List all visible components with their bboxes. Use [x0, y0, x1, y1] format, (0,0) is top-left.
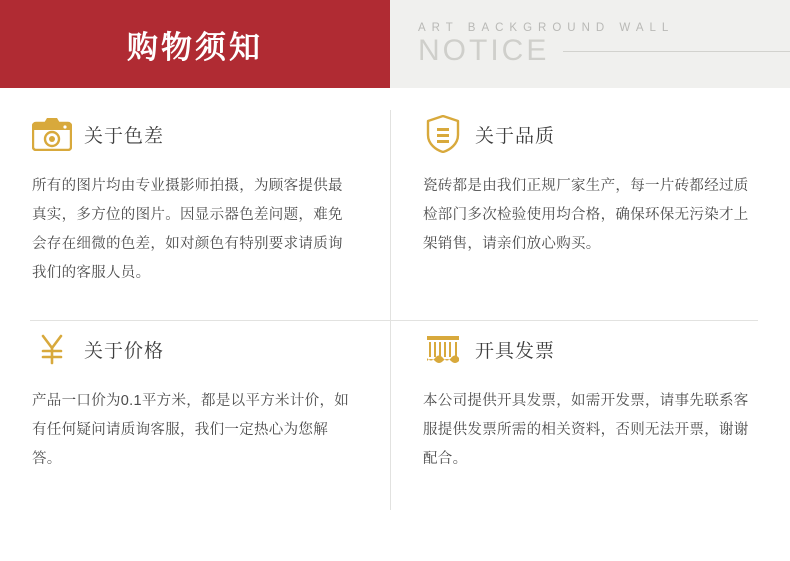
page-title: 购物须知: [127, 29, 263, 65]
notice-item-invoice: [395, 303, 790, 484]
header-subtitle-block: [390, 0, 790, 88]
page-header: [0, 0, 790, 88]
notice-item-body: 瓷砖都是由我们正规厂家生产，每一片砖都经过质检部门多次检验使用均合格，确保环保无污染才上架销售，请亲们放心购买。: [423, 178, 749, 252]
notice-item-header: [423, 114, 754, 154]
shield-quality-icon: [423, 114, 463, 154]
header-subtitle-en: ART BACKGROUND WALL: [418, 22, 675, 34]
camera-icon: [32, 114, 72, 154]
header-divider-line: [563, 51, 790, 52]
notice-item-title: 关于品质: [475, 125, 556, 147]
invoice-icon: [423, 329, 463, 369]
notice-item-body: 所有的图片均由专业摄影师拍摄，为顾客提供最真实，多方位的图片。因显示器色差问题，难免会存在细微的色差，如对颜色有特别要求请质询我们的客服人员。: [32, 178, 343, 281]
notice-item-price: [0, 303, 395, 484]
header-notice-row: [418, 36, 790, 66]
yen-price-icon: [32, 329, 72, 369]
header-notice-en: NOTICE: [418, 34, 550, 67]
notice-item-header: [423, 329, 754, 369]
notice-item-title: 关于价格: [84, 340, 165, 362]
notice-grid: [0, 88, 790, 484]
notice-item-color: [0, 88, 395, 303]
header-title-block: [0, 0, 390, 88]
notice-item-header: [32, 329, 357, 369]
notice-item-title: 开具发票: [475, 340, 556, 362]
notice-item-title: 关于色差: [84, 125, 165, 147]
notice-item-body: 本公司提供开具发票，如需开发票，请事先联系客服提供发票所需的相关资料，否则无法开票，谢谢配合。: [423, 393, 749, 467]
notice-item-quality: [395, 88, 790, 303]
notice-item-header: [32, 114, 357, 154]
notice-item-body: 产品一口价为0.1平方米，都是以平方米计价，如有任何疑问请质询客服，我们一定热心为您解答。: [32, 393, 350, 467]
